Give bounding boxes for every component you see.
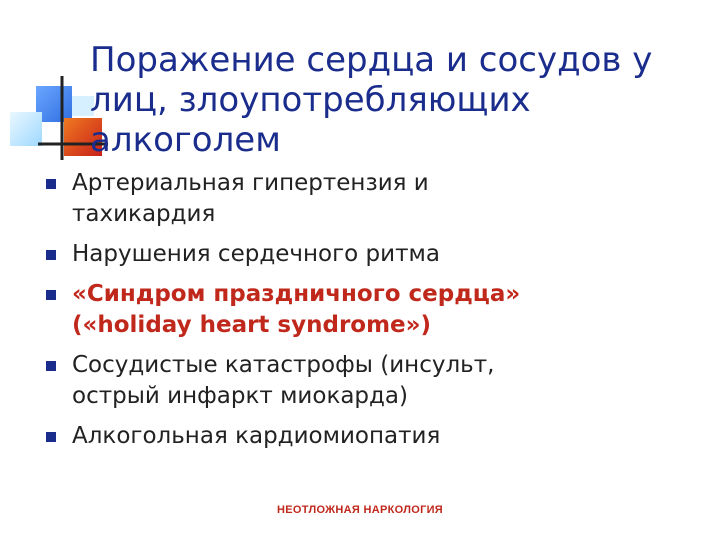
bullet-text-line: острый инфаркт миокарда) [72,383,409,409]
slide-title-line: Поражение сердца и сосудов у [90,40,653,80]
bullet-item [46,350,696,412]
bullet-item [46,168,696,230]
bullet-item [46,421,696,452]
bullet-item-highlighted [46,279,696,341]
bullet-item [46,239,696,270]
bullet-text-line: Артериальная гипертензия и [72,170,429,196]
bullet-square-icon [46,290,56,300]
bullet-square-icon [46,361,56,371]
bullet-square-icon [46,432,56,442]
bullet-text-line: Сосудистые катастрофы (инсульт, [72,352,495,378]
slide-footer: НЕОТЛОЖНАЯ НАРКОЛОГИЯ [276,504,444,516]
deco-square-light-blue [10,112,42,146]
bullet-square-icon [46,250,56,260]
bullet-list [46,168,696,461]
bullet-text-line: («holiday heart syndrome») [72,312,432,338]
slide-title-line: алкоголем [90,120,281,160]
bullet-square-icon [46,179,56,189]
bullet-text-line: «Синдром праздничного сердца» [72,281,521,307]
slide-title [90,40,705,160]
bullet-text-line: Нарушения сердечного ритма [72,241,440,267]
bullet-text-line: Алкогольная кардиомиопатия [72,423,441,449]
bullet-text-line: тахикардия [72,201,216,227]
slide-title-line: лиц, злоупотребляющих [90,80,531,120]
